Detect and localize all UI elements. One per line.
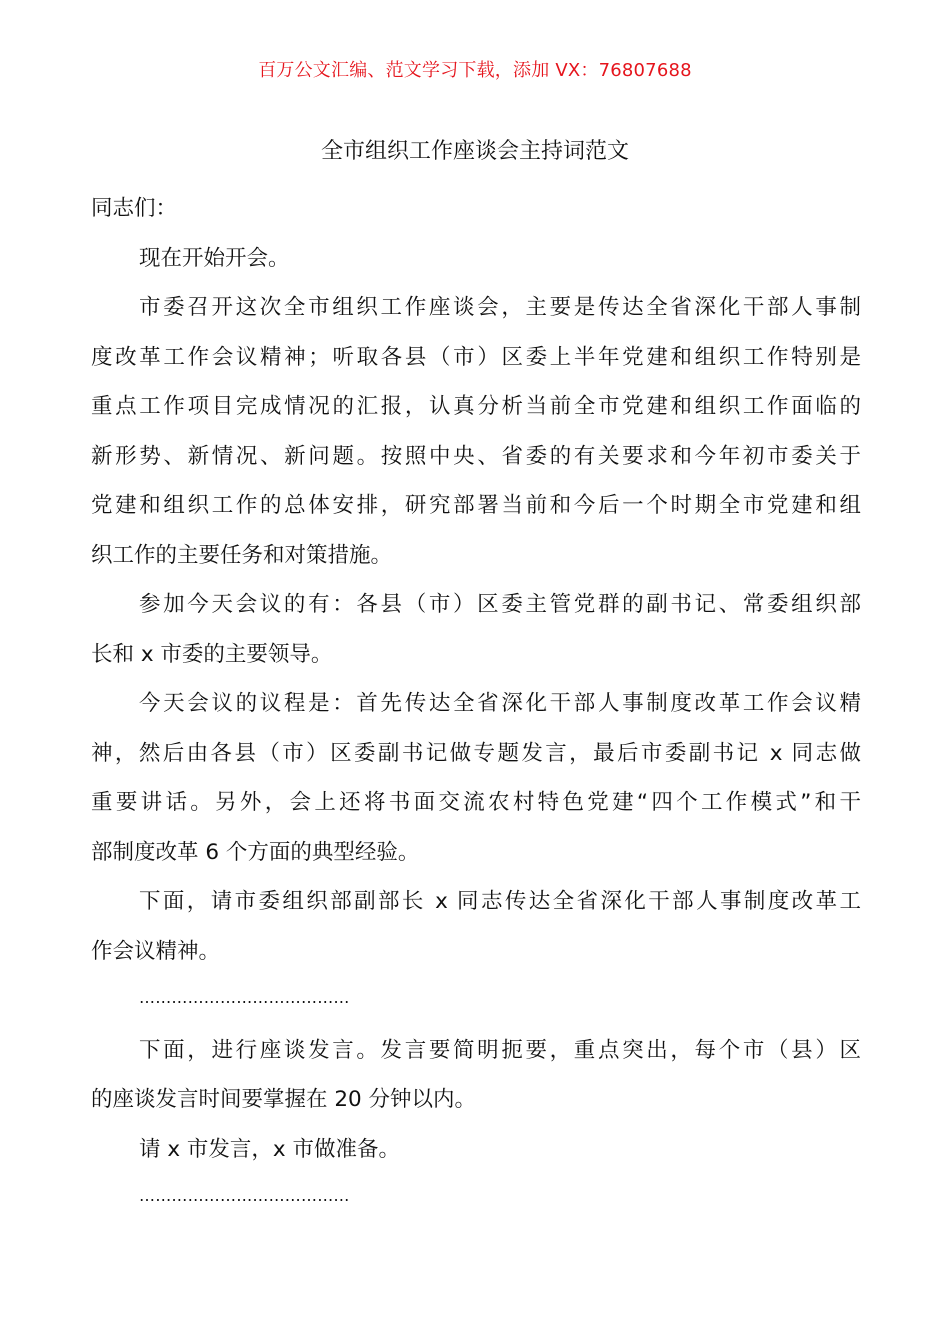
paragraph-line: 度改革工作会议精神；听取各县（市）区委上半年党建和组织工作特别是 [91,345,861,370]
paragraph-line: 织工作的主要任务和对策措施。 [91,543,393,568]
header-banner: 百万公文汇编、范文学习下载，添加 VX：76807688 [258,60,692,81]
paragraph-line: 今天会议的议程是：首先传达全省深化干部人事制度改革工作会议精 [139,691,861,716]
paragraph-line: 下面，进行座谈发言。发言要简明扼要，重点突出，每个市（县）区 [139,1038,861,1063]
paragraph-line: 部制度改革 6 个方面的典型经验。 [91,840,420,865]
paragraph-line: 神，然后由各县（市）区委副书记做专题发言，最后市委副书记 x 同志做 [91,741,861,766]
paragraph-line: 作会议精神。 [91,939,221,964]
paragraph-line: 的座谈发言时间要掌握在 20 分钟以内。 [91,1087,477,1112]
ellipsis-separator: ………………………………… [139,1186,350,1205]
ellipsis-separator: ………………………………… [139,988,350,1007]
paragraph-line: 党建和组织工作的总体安排，研究部署当前和今后一个时期全市党建和组 [91,493,861,518]
paragraph-line: 重点工作项目完成情况的汇报，认真分析当前全市党建和组织工作面临的 [91,394,861,419]
document-title: 全市组织工作座谈会主持词范文 [320,139,629,164]
paragraph-line: 请 x 市发言，x 市做准备。 [139,1137,400,1162]
salutation: 同志们： [91,196,178,221]
paragraph-line: 参加今天会议的有：各县（市）区委主管党群的副书记、常委组织部 [139,592,861,617]
paragraph-line: 现在开始开会。 [139,246,290,271]
paragraph-line: 市委召开这次全市组织工作座谈会，主要是传达全省深化干部人事制 [139,295,861,320]
paragraph-line: 新形势、新情况、新问题。按照中央、省委的有关要求和今年初市委关于 [91,444,861,469]
paragraph-line: 长和 x 市委的主要领导。 [91,642,333,667]
paragraph-line: 下面，请市委组织部副部长 x 同志传达全省深化干部人事制度改革工 [139,889,861,914]
paragraph-line: 重要讲话。另外，会上还将书面交流农村特色党建“四个工作模式”和干 [91,790,861,815]
